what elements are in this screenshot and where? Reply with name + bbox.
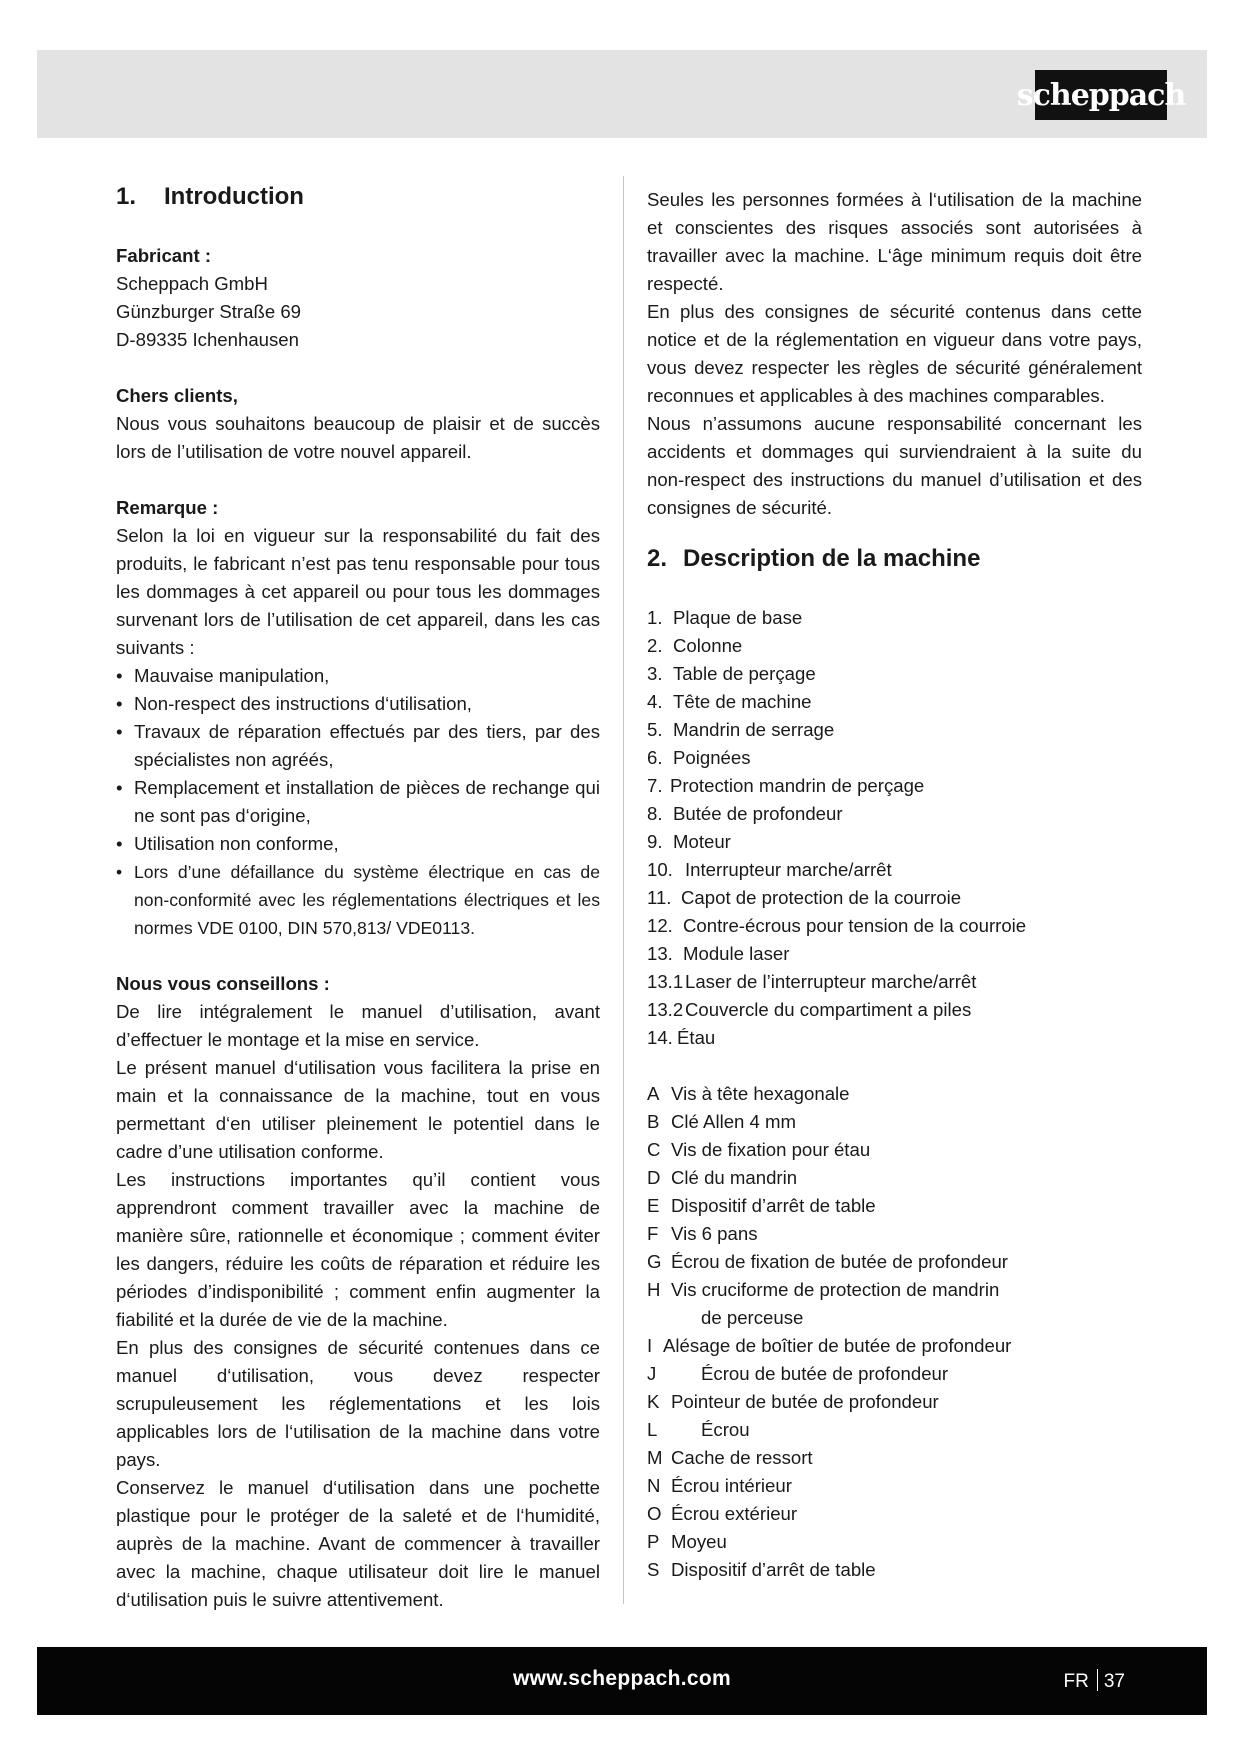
column-divider	[623, 176, 624, 1604]
part-item: 3. Table de perçage	[647, 663, 816, 684]
accessory-item: M Cache de ressort	[647, 1447, 813, 1468]
manufacturer-label: Fabricant :	[116, 245, 212, 266]
accessory-item: I Alésage de boîtier de butée de profondeur	[647, 1335, 1012, 1356]
section-heading-introduction	[116, 182, 600, 212]
advice-label: Nous vous conseillons :	[116, 973, 330, 994]
advice-paragraph: De lire intégralement le manuel d’utilisation, avant d’effectuer le montage et la mise en service.	[116, 1001, 600, 1050]
part-item: 9. Moteur	[647, 831, 731, 852]
accessory-item: P Moyeu	[647, 1531, 727, 1552]
advice-paragraph: Conservez le manuel d‘utilisation dans une pochette plastique pour le protéger de la saleté et de l‘humidité, auprès de la machine. Avant de commencer à travailler avec la machine, chaque utilisateur doit lire le manuel d‘utilisation puis le suivre attentivement.	[116, 1477, 600, 1610]
page-indicator	[1064, 1669, 1125, 1693]
manufacturer-line: D-89335 Ichenhausen	[116, 329, 299, 350]
right-column	[647, 186, 1142, 1584]
manufacturer-line: Scheppach GmbH	[116, 273, 268, 294]
machine-parts-list	[647, 604, 1142, 1052]
header-band	[37, 50, 1207, 138]
left-column	[116, 182, 600, 1614]
part-item: 7. Protection mandrin de perçage	[647, 775, 925, 796]
bullet-item: • Remplacement et installation de pièces de rechange qui ne sont pas d‘origine,	[116, 774, 600, 830]
remark-label: Remarque :	[116, 497, 219, 518]
manufacturer-line: Günzburger Straße 69	[116, 301, 302, 322]
accessory-item: E Dispositif d’arrêt de table	[647, 1195, 876, 1216]
bullet-item: • Utilisation non conforme,	[116, 830, 600, 858]
section-number: 1.	[116, 183, 137, 210]
part-item: 12. Contre-écrous pour tension de la courroie	[647, 915, 1027, 936]
part-item: 13.1 Laser de l’interrupteur marche/arrêt	[647, 971, 977, 992]
accessory-item: J Écrou de butée de profondeur	[647, 1363, 949, 1384]
clients-label: Chers clients,	[116, 385, 238, 406]
accessory-item: F Vis 6 pans	[647, 1223, 758, 1244]
part-item: 8. Butée de profondeur	[647, 803, 843, 824]
section-title: Introduction	[164, 183, 304, 210]
part-item: 2. Colonne	[647, 635, 743, 656]
accessory-item: G Écrou de fixation de butée de profondeur	[647, 1251, 1008, 1272]
accessory-item-continuation: de perceuse	[701, 1307, 804, 1328]
part-item: 6. Poignées	[647, 747, 751, 768]
remark-bullet-list	[116, 662, 600, 942]
language-code: FR	[1063, 1671, 1089, 1692]
advice-paragraph: Les instructions importantes qu’il contient vous apprendront comment travailler avec la machine de manière sûre, rationnelle et économique ; comment éviter les dangers, réduire les coûts de réparation et réduire les périodes d’indisponibilité ; comment enfin augmenter la fiabilité et la durée de vie de la machine.	[116, 1169, 600, 1330]
section-heading-description	[647, 544, 1142, 574]
advice-paragraph: Le présent manuel d‘utilisation vous facilitera la prise en main et la connaissance de la machine, tout en vous permettant d‘en utiliser pleinement le potentiel dans le cadre d’une utilisation conforme.	[116, 1057, 600, 1162]
part-item: 13. Module laser	[647, 943, 790, 964]
accessory-item: S Dispositif d’arrêt de table	[647, 1559, 876, 1580]
accessory-item: L Écrou	[647, 1419, 750, 1440]
accessory-item: K Pointeur de butée de profondeur	[647, 1391, 939, 1412]
part-item: 4. Tête de machine	[647, 691, 812, 712]
accessory-item: N Écrou intérieur	[647, 1475, 792, 1496]
section-number: 2.	[647, 545, 668, 572]
website-link[interactable]: www.scheppach.com	[513, 1667, 731, 1690]
accessory-item: B Clé Allen 4 mm	[647, 1111, 797, 1132]
part-item: 5. Mandrin de serrage	[647, 719, 835, 740]
advice-paragraph: En plus des consignes de sécurité contenues dans ce manuel d‘utilisation, vous devez respecter scrupuleusement les réglementations et les lois applicables lors de l‘utilisation de la machine dans votre pays.	[116, 1337, 600, 1470]
intro-continued-paragraph: Seules les personnes formées à l‘utilisation de la machine et conscientes des risques associés sont autorisées à travailler avec la machine. L‘âge minimum requis doit être respecté.	[647, 189, 1142, 294]
intro-continued-paragraph: En plus des consignes de sécurité contenus dans cette notice et de la réglementation en vigueur dans votre pays, vous devez respecter les règles de sécurité généralement reconnues et applicables à des machines comparables.	[647, 301, 1142, 406]
part-item: 13.2 Couvercle du compartiment a piles	[647, 999, 972, 1020]
part-item: 11. Capot de protection de la courroie	[647, 887, 962, 908]
scheppach-logo: scheppach	[1035, 70, 1167, 120]
accessory-item: O Écrou extérieur	[647, 1503, 798, 1524]
accessory-item: A Vis à tête hexagonale	[647, 1083, 850, 1104]
accessories-list	[647, 1080, 1142, 1584]
bullet-item: • Mauvaise manipulation,	[116, 662, 600, 690]
page-number: 37	[1103, 1671, 1125, 1692]
part-item: 14. Étau	[647, 1027, 716, 1048]
intro-continued-paragraph: Nous n’assumons aucune responsabilité concernant les accidents et dommages qui surviendraient à la suite du non-respect des instructions du manuel d’utilisation et des consignes de sécurité.	[647, 413, 1142, 518]
bullet-item: • Travaux de réparation effectués par des tiers, par des spécialistes non agréés,	[116, 718, 600, 774]
accessory-item: D Clé du mandrin	[647, 1167, 798, 1188]
clients-text: Nous vous souhaitons beaucoup de plaisir et de succès lors de l’utilisation de votre nouvel appareil.	[116, 413, 600, 462]
part-item: 10. Interrupteur marche/arrêt	[647, 859, 892, 880]
bullet-item: • Non-respect des instructions d‘utilisation,	[116, 690, 600, 718]
footer-bar	[37, 1647, 1207, 1715]
remark-text: Selon la loi en vigueur sur la responsabilité du fait des produits, le fabricant n’est pas tenu responsable pour tous les dommages à cet appareil ou pour tous les dommages survenant lors de l’utilisation de cet appareil, dans les cas suivants :	[116, 525, 600, 658]
part-item: 1. Plaque de base	[647, 607, 803, 628]
section-title: Description de la machine	[683, 545, 981, 572]
accessory-item: H Vis cruciforme de protection de mandrin	[647, 1279, 1000, 1300]
bullet-item: • Lors d’une défaillance du système électrique en cas de non-conformité avec les réglementations électriques et les normes VDE 0100, DIN 570,813/ VDE0113.	[116, 858, 600, 942]
accessory-item: C Vis de fixation pour étau	[647, 1139, 871, 1160]
